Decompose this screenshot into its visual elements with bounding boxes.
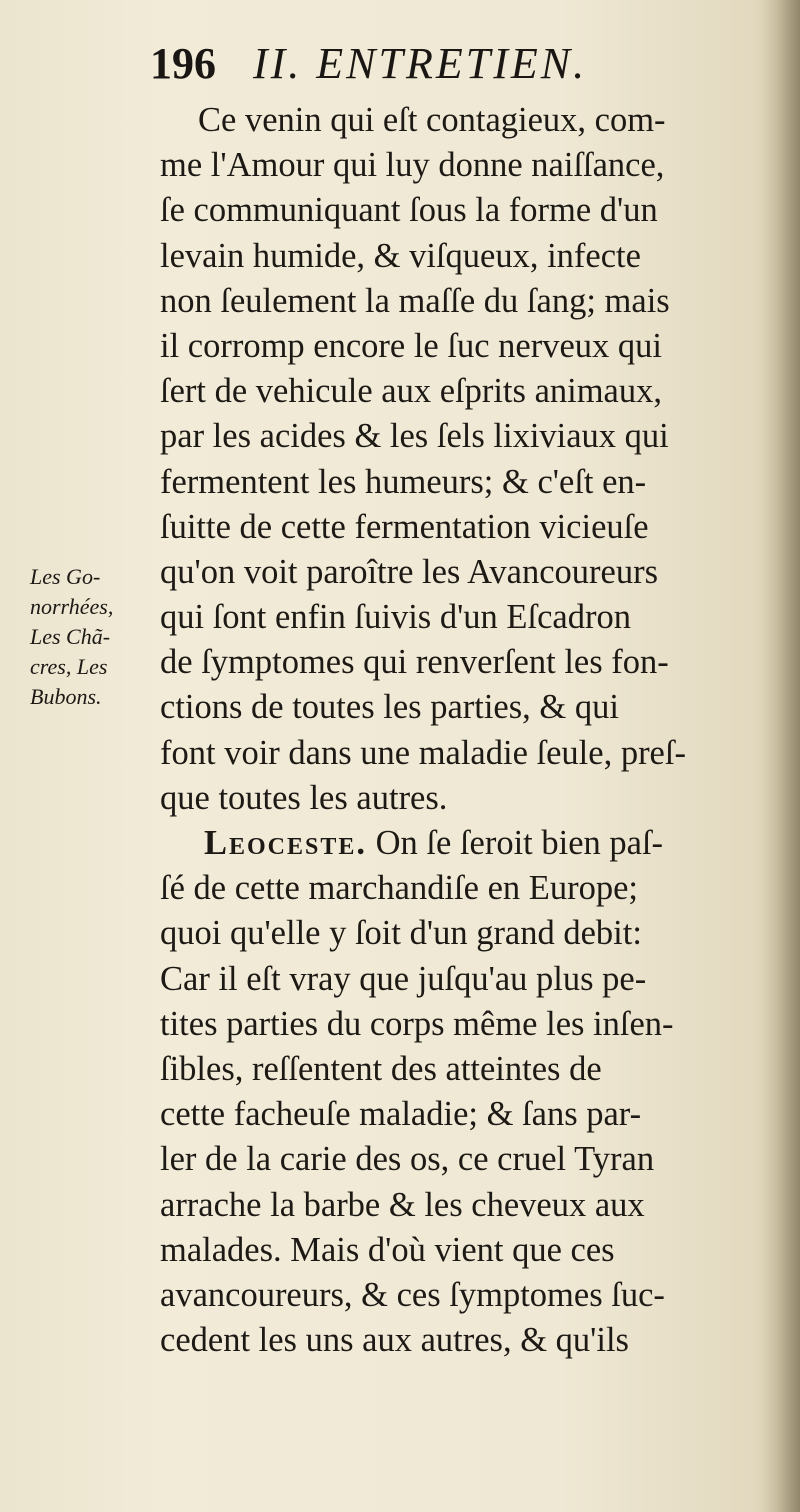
text-line: il corromp encore le ſuc nerveux qui <box>160 326 662 365</box>
body-text <box>160 98 770 1363</box>
text-line: tites parties du corps même les inſen- <box>160 1004 674 1043</box>
margin-note-line: norrhées, <box>30 594 114 619</box>
text-line: Ce venin qui eſt contagieux, com- <box>198 101 666 139</box>
text-line: Car il eſt vray que juſqu'au plus pe- <box>160 959 647 998</box>
text-line: ſibles, reſſentent des atteintes de <box>160 1049 602 1088</box>
text-line: me l'Amour qui luy donne naiſſance, <box>160 146 665 185</box>
margin-note-line: cres, Les <box>30 654 108 679</box>
margin-note <box>30 562 150 712</box>
text-line: ler de la carie des os, ce cruel Tyran <box>160 1140 655 1179</box>
text-line: quoi qu'elle y ſoit d'un grand debit: <box>160 914 642 953</box>
text-line: ſe communiquant ſous la forme d'un <box>160 191 658 230</box>
text-line: ſert de vehicule aux eſprits animaux, <box>160 372 662 411</box>
page-number: 196 <box>150 39 216 88</box>
text-line: que toutes les autres. <box>160 778 448 817</box>
text-line: de ſymptomes qui renverſent les fon- <box>160 643 669 682</box>
text-line: qu'on voit paroître les Avancoureurs <box>160 552 659 591</box>
text-line: ſuitte de cette fermentation vicieuſe <box>160 507 649 546</box>
text-line: avancoureurs, & ces ſymptomes ſuc- <box>160 1275 665 1314</box>
text-line: cedent les uns aux autres, & qu'ils <box>160 1321 629 1360</box>
text-line: ſé de cette marchandiſe en Europe; <box>160 869 638 908</box>
speaker-line-text: On ſe ſeroit bien paſ- <box>375 824 664 862</box>
text-line: levain humide, & viſqueux, infecte <box>160 236 641 275</box>
text-line: ctions de toutes les parties, & qui <box>160 688 619 727</box>
text-line: par les acides & les ſels lixiviaux qui <box>160 417 669 456</box>
speaker-name: Leoceste. <box>204 824 368 862</box>
text-line: cette facheuſe maladie; & ſans par- <box>160 1095 642 1134</box>
text-line: fermentent les humeurs; & c'eſt en- <box>160 462 647 501</box>
text-line: non ſeulement la maſſe du ſang; mais <box>160 281 670 320</box>
speaker-line <box>160 821 770 866</box>
margin-note-line: Les Go- <box>30 564 101 589</box>
text-line: malades. Mais d'où vient que ces <box>160 1230 615 1269</box>
text-line: arrache la barbe & les cheveux aux <box>160 1185 645 1224</box>
text-line: font voir dans une maladie ſeule, preſ- <box>160 733 686 772</box>
running-title: II. ENTRETIEN. <box>253 39 588 88</box>
margin-note-line: Bubons. <box>30 684 102 709</box>
running-header <box>150 38 587 89</box>
text-line: qui ſont enfin ſuivis d'un Eſcadron <box>160 598 631 637</box>
margin-note-line: Les Chã- <box>30 624 111 649</box>
